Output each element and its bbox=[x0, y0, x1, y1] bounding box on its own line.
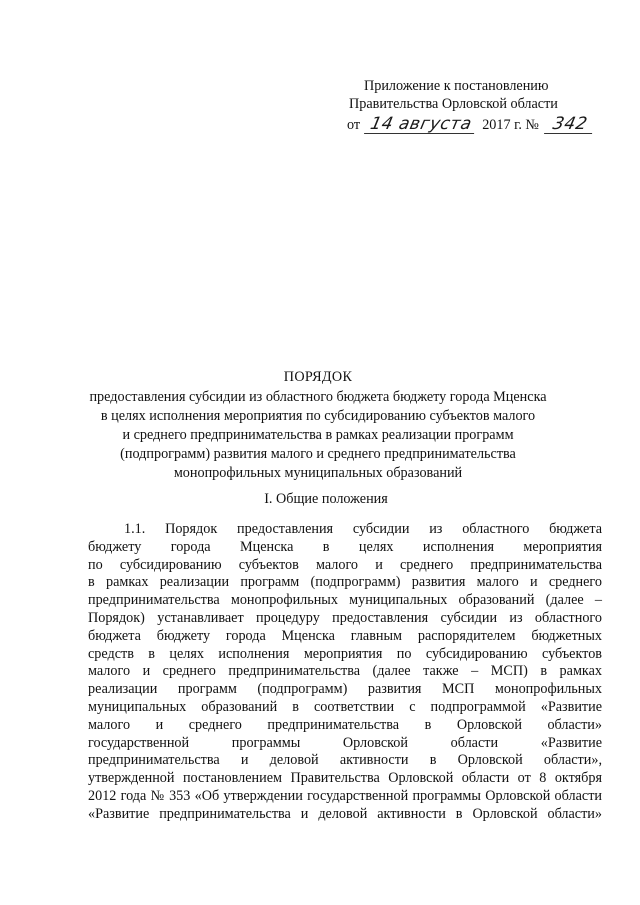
body-line: бюджета бюджету города Мценска главным распорядителем бюджетных bbox=[88, 627, 602, 644]
body-line: Порядок) устанавливает процедуру предоставления субсидии из областного bbox=[88, 609, 602, 626]
body-line: средств в целях исполнения мероприятия по субсидированию субъектов bbox=[88, 645, 602, 662]
body-line: утвержденной постановлением Правительства Орловской области от 8 октября bbox=[88, 770, 602, 787]
handwritten-date: 14 августа bbox=[364, 115, 478, 134]
body-line: предпринимательства монопрофильных муниципальных образований (далее – bbox=[88, 592, 602, 609]
header-line-date-number bbox=[347, 115, 617, 134]
document-title: ПОРЯДОК bbox=[283, 369, 353, 385]
body-line: предпринимательства и деловой активности в Орловской области», bbox=[88, 752, 602, 769]
body-line: государственной программы Орловской области «Развитие bbox=[88, 734, 602, 751]
title-line: в целях исполнения мероприятия по субсидированию субъектов малого bbox=[100, 408, 536, 424]
section-heading: I. Общие положения bbox=[264, 491, 388, 507]
body-paragraph bbox=[88, 521, 602, 824]
body-line: «Развитие предпринимательства и деловой активности в Орловской области» bbox=[88, 805, 602, 822]
title-line: предоставления субсидии из областного бюджета бюджету города Мценска bbox=[89, 389, 547, 405]
approval-header bbox=[347, 77, 617, 134]
body-line: в рамках реализации программ (подпрограмм) развития малого и среднего bbox=[88, 574, 602, 591]
body-line: малого и среднего предпринимательства (далее также – МСП) в рамках bbox=[88, 663, 602, 680]
body-line: реализации программ (подпрограмм) развития МСП монопрофильных bbox=[88, 681, 602, 698]
header-line-appendix: Приложение к постановлению bbox=[364, 78, 549, 94]
handwritten-number: 342 bbox=[544, 115, 596, 134]
header-line-government: Правительства Орловской области bbox=[349, 96, 558, 112]
title-line: (подпрограмм) развития малого и среднего предпринимательства bbox=[120, 446, 516, 462]
year-number-text: 2017 г. № bbox=[482, 117, 539, 133]
title-line: и среднего предпринимательства в рамках реализации программ bbox=[122, 427, 514, 443]
from-prefix: от bbox=[347, 117, 361, 133]
document-title-block bbox=[76, 368, 560, 483]
body-line: бюджету города Мценска в целях исполнения мероприятия bbox=[88, 538, 602, 555]
title-line: монопрофильных муниципальных образований bbox=[173, 465, 463, 481]
body-line: 1.1. Порядок предоставления субсидии из областного бюджета bbox=[124, 521, 602, 537]
body-line: муниципальных образований в соответствии с подпрограммой «Развитие bbox=[88, 698, 602, 715]
body-line: малого и среднего предпринимательства в Орловской области» bbox=[88, 716, 602, 733]
body-line: 2012 года № 353 «Об утверждении государственной программы Орловской области bbox=[88, 787, 602, 804]
body-line: по субсидированию субъектов малого и среднего предпринимательства bbox=[88, 556, 602, 573]
